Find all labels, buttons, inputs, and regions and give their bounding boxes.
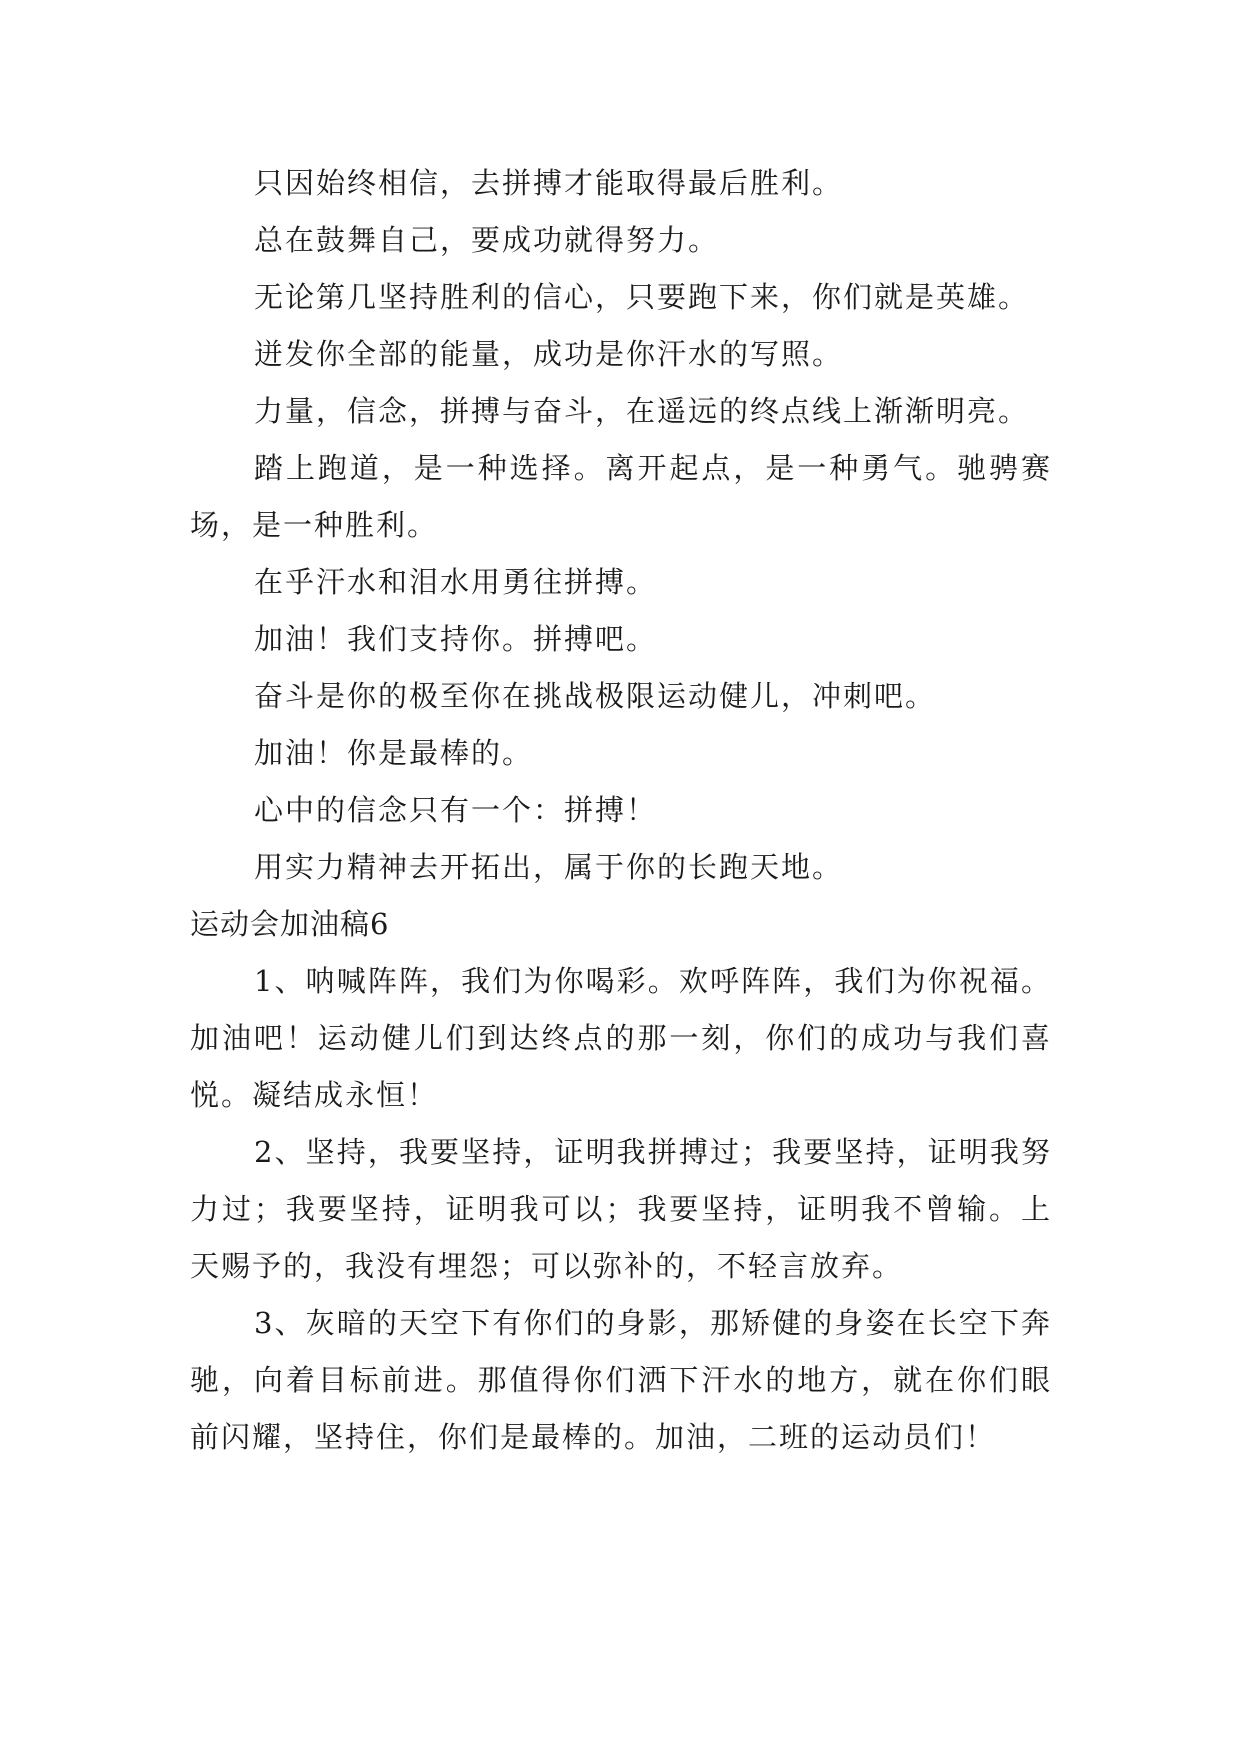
text-line: 心中的信念只有一个：拼搏！ xyxy=(254,793,658,827)
text-line: 力量，信念，拼搏与奋斗，在遥远的终点线上渐渐明亮。 xyxy=(254,394,1030,428)
numbered-paragraph: 2、坚持，我要坚持，证明我拼搏过；我要坚持，证明我努力过；我要坚持，证明我可以；我要坚持，证明我不曾输。上天赐予的，我没有埋怨；可以弥补的，不轻言放弃。 xyxy=(190,1135,1052,1283)
numbered-paragraph: 3、灰暗的天空下有你们的身影，那矫健的身姿在长空下奔驰，向着目标前进。那值得你们洒下汗水的地方，就在你们眼前闪耀，坚持住，你们是最棒的。加油，二班的运动员们！ xyxy=(190,1306,1052,1454)
paragraph: 踏上跑道，是一种选择。离开起点，是一种勇气。驰骋赛场，是一种胜利。 xyxy=(190,451,1052,542)
text-line: 无论第几坚持胜利的信心，只要跑下来，你们就是英雄。 xyxy=(254,280,1030,314)
numbered-paragraph: 1、呐喊阵阵，我们为你喝彩。欢呼阵阵，我们为你祝福。加油吧！运动健儿们到达终点的那一刻，你们的成功与我们喜悦。凝结成永恒！ xyxy=(190,964,1052,1112)
text-line: 奋斗是你的极至你在挑战极限运动健儿，冲刺吧。 xyxy=(254,679,937,713)
text-line: 用实力精神去开拓出，属于你的长跑天地。 xyxy=(254,850,844,884)
text-line: 总在鼓舞自己，要成功就得努力。 xyxy=(254,223,720,257)
text-line: 迸发你全部的能量，成功是你汗水的写照。 xyxy=(254,337,844,371)
text-line: 加油！你是最棒的。 xyxy=(254,736,534,770)
text-line: 在乎汗水和泪水用勇往拼搏。 xyxy=(254,565,658,599)
section-title: 运动会加油稿6 xyxy=(190,907,390,941)
text-line: 只因始终相信，去拼搏才能取得最后胜利。 xyxy=(254,166,844,200)
text-line: 加油！我们支持你。拼搏吧。 xyxy=(254,622,658,656)
document-body xyxy=(190,155,1052,1466)
